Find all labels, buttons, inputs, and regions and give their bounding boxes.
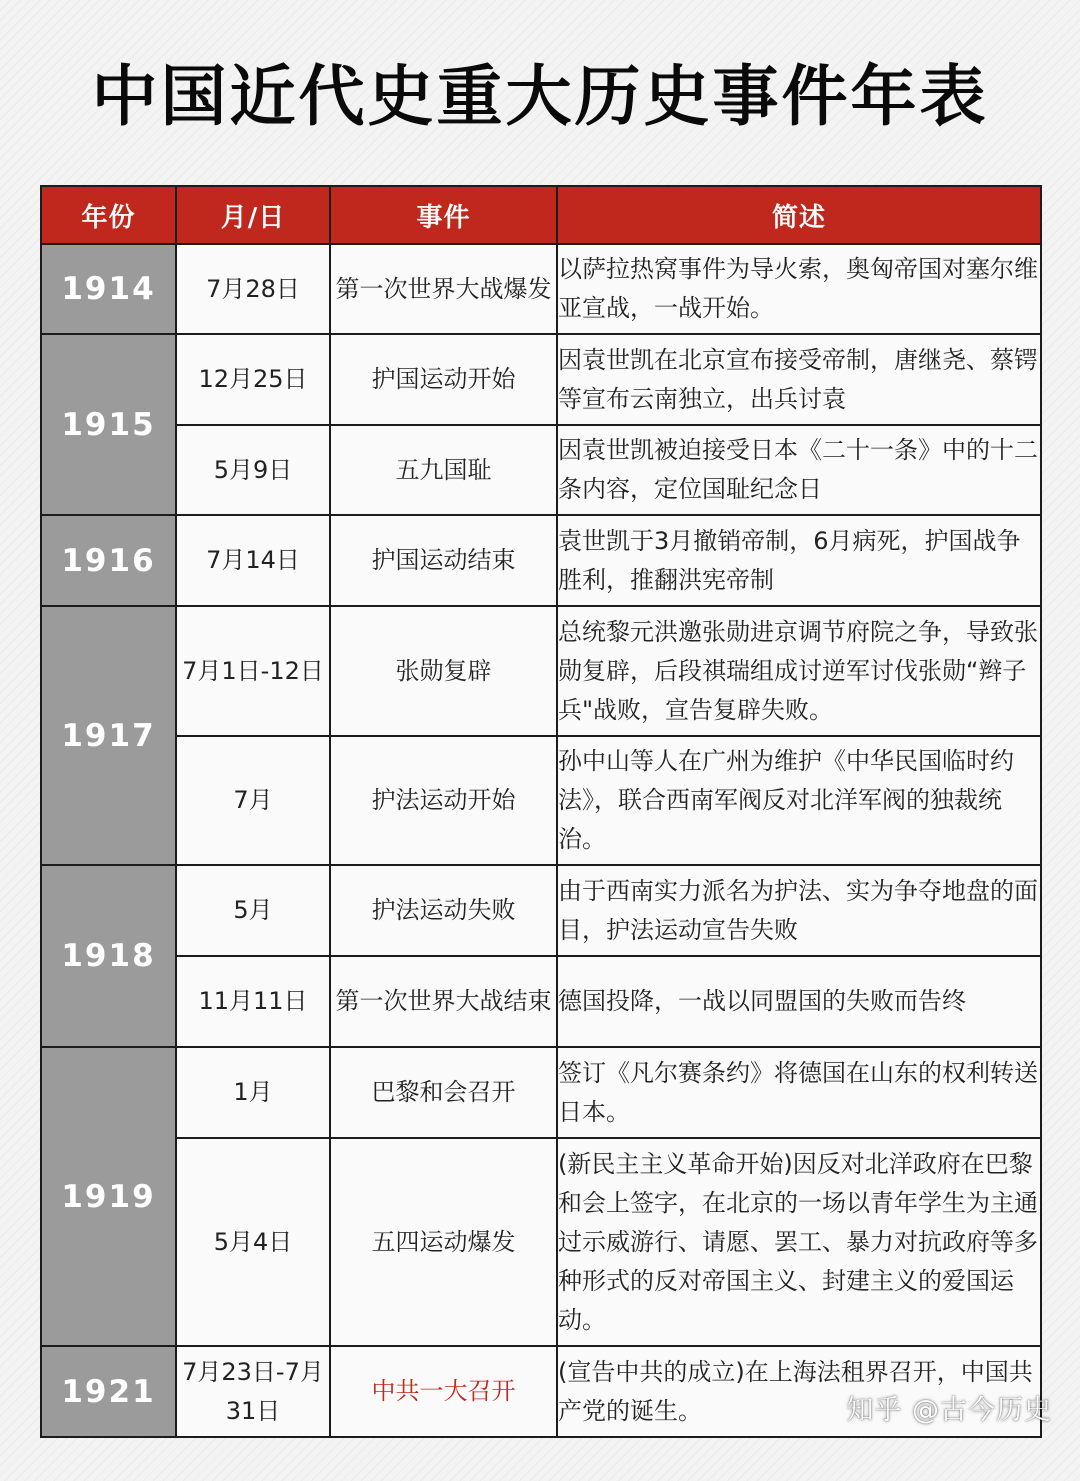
year-cell: 1914 <box>41 244 176 334</box>
description-cell: (新民主主义革命开始)因反对北洋政府在巴黎和会上签字，在北京的一场以青年学生为主通过示威游行、请愿、罢工、暴力对抗政府等多种形式的反对帝国主义、封建主义的爱国运动。 <box>557 1138 1041 1346</box>
header-year: 年份 <box>41 186 176 244</box>
description-cell: 签订《凡尔赛条约》将德国在山东的权利转送日本。 <box>557 1047 1041 1138</box>
date-cell: 7月 <box>176 736 330 865</box>
description-cell: (宣告中共的成立)在上海法租界召开，中国共产党的诞生。 <box>557 1346 1041 1437</box>
event-cell: 护法运动失败 <box>330 865 557 956</box>
event-cell: 五九国耻 <box>330 425 557 515</box>
header-date: 月/日 <box>176 186 330 244</box>
year-cell: 1915 <box>41 334 176 515</box>
year-cell: 1918 <box>41 865 176 1047</box>
table-row <box>41 865 1041 956</box>
date-cell: 7月23日-7月31日 <box>176 1346 330 1437</box>
description-cell: 袁世凯于3月撤销帝制，6月病死，护国战争胜利，推翻洪宪帝制 <box>557 515 1041 606</box>
description-cell: 因袁世凯在北京宣布接受帝制，唐继尧、蔡锷等宣布云南独立，出兵讨袁 <box>557 334 1041 425</box>
year-cell: 1919 <box>41 1047 176 1346</box>
year-cell: 1921 <box>41 1346 176 1437</box>
event-cell: 五四运动爆发 <box>330 1138 557 1346</box>
table-row <box>41 606 1041 736</box>
description-cell: 由于西南实力派名为护法、实为争夺地盘的面目，护法运动宣告失败 <box>557 865 1041 956</box>
table-row <box>41 736 1041 865</box>
event-cell: 张勋复辟 <box>330 606 557 736</box>
date-cell: 5月9日 <box>176 425 330 515</box>
date-cell: 7月28日 <box>176 244 330 334</box>
date-cell: 1月 <box>176 1047 330 1138</box>
table-row <box>41 956 1041 1047</box>
table-row <box>41 1047 1041 1138</box>
date-cell: 5月 <box>176 865 330 956</box>
table-row <box>41 334 1041 425</box>
description-cell: 德国投降，一战以同盟国的失败而告终 <box>557 956 1041 1047</box>
table-row <box>41 244 1041 334</box>
event-cell-highlight: 中共一大召开 <box>330 1346 557 1437</box>
event-cell: 巴黎和会召开 <box>330 1047 557 1138</box>
table-header-row <box>41 186 1041 244</box>
events-table <box>40 185 1042 1438</box>
event-cell: 第一次世界大战爆发 <box>330 244 557 334</box>
description-cell: 以萨拉热窝事件为导火索，奥匈帝国对塞尔维亚宣战，一战开始。 <box>557 244 1041 334</box>
date-cell: 12月25日 <box>176 334 330 425</box>
year-cell: 1917 <box>41 606 176 865</box>
event-cell: 护法运动开始 <box>330 736 557 865</box>
description-cell: 孙中山等人在广州为维护《中华民国临时约法》，联合西南军阀反对北洋军阀的独裁统治。 <box>557 736 1041 865</box>
date-cell: 7月1日-12日 <box>176 606 330 736</box>
table-row <box>41 1138 1041 1346</box>
header-description: 简述 <box>557 186 1041 244</box>
description-cell: 总统黎元洪邀张勋进京调节府院之争，导致张勋复辟，后段祺瑞组成讨逆军讨伐张勋“辫子兵"战败，宣告复辟失败。 <box>557 606 1041 736</box>
event-cell: 第一次世界大战结束 <box>330 956 557 1047</box>
description-cell: 因袁世凯被迫接受日本《二十一条》中的十二条内容，定位国耻纪念日 <box>557 425 1041 515</box>
year-cell: 1916 <box>41 515 176 606</box>
event-cell: 护国运动结束 <box>330 515 557 606</box>
date-cell: 7月14日 <box>176 515 330 606</box>
date-cell: 5月4日 <box>176 1138 330 1346</box>
table-row <box>41 425 1041 515</box>
header-event: 事件 <box>330 186 557 244</box>
page-title: 中国近代史重大历史事件年表 <box>91 58 989 135</box>
table-row <box>41 515 1041 606</box>
event-cell: 护国运动开始 <box>330 334 557 425</box>
date-cell: 11月11日 <box>176 956 330 1047</box>
watermark: 知乎 @古今历史 <box>846 1395 1052 1426</box>
